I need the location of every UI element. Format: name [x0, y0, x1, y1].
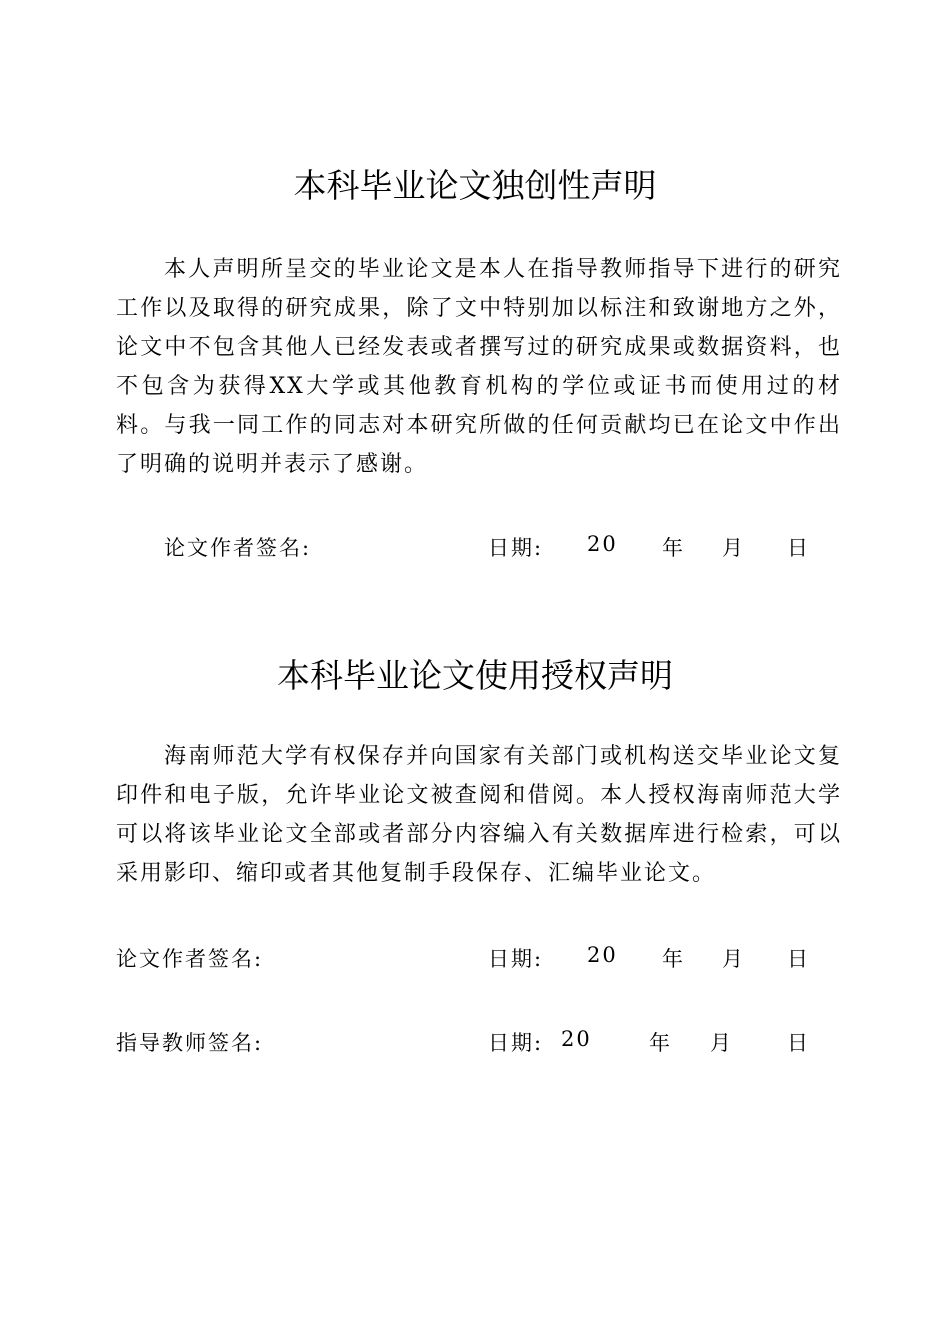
- day-label: 日: [787, 536, 810, 560]
- day-label: 日: [787, 947, 810, 971]
- month-label: 月: [722, 536, 745, 560]
- originality-title: 本科毕业论文独创性声明: [293, 166, 657, 205]
- date-label: 日期:: [488, 536, 544, 560]
- year-label: 年: [649, 1031, 672, 1055]
- year-label: 年: [662, 947, 685, 971]
- author-signature-label: 论文作者签名:: [164, 536, 312, 560]
- date-label: 日期:: [488, 947, 544, 971]
- month-label: 月: [710, 1031, 733, 1055]
- year-prefix: 20: [561, 1027, 592, 1051]
- year-prefix: 20: [587, 943, 618, 967]
- year-label: 年: [662, 536, 685, 560]
- month-label: 月: [722, 947, 745, 971]
- originality-body: 本人声明所呈交的毕业论文是本人在指导教师指导下进行的研究工作以及取得的研究成果，除了文中特别加以标注和致谢地方之外，论文中不包含其他人已经发表或者撰写过的研究成果或数据资料，也不包含为获得XX大学或其他教育机构的学位或证书而使用过的材料。与我一同工作的同志对本研究所做的任何贡献均已在论文中作出了明确的说明并表示了感谢。: [116, 257, 842, 477]
- day-label: 日: [787, 1031, 810, 1055]
- author-signature-label: 论文作者签名:: [116, 947, 264, 971]
- date-label: 日期:: [488, 1031, 544, 1055]
- year-prefix: 20: [587, 532, 618, 556]
- authorization-title: 本科毕业论文使用授权声明: [277, 656, 673, 695]
- advisor-signature-label: 指导教师签名:: [116, 1031, 264, 1055]
- authorization-body: 海南师范大学有权保存并向国家有关部门或机构送交毕业论文复印件和电子版，允许毕业论文被查阅和借阅。本人授权海南师范大学可以将该毕业论文全部或者部分内容编入有关数据库进行检索，可以采用影印、缩印或者其他复制手段保存、汇编毕业论文。: [116, 744, 842, 886]
